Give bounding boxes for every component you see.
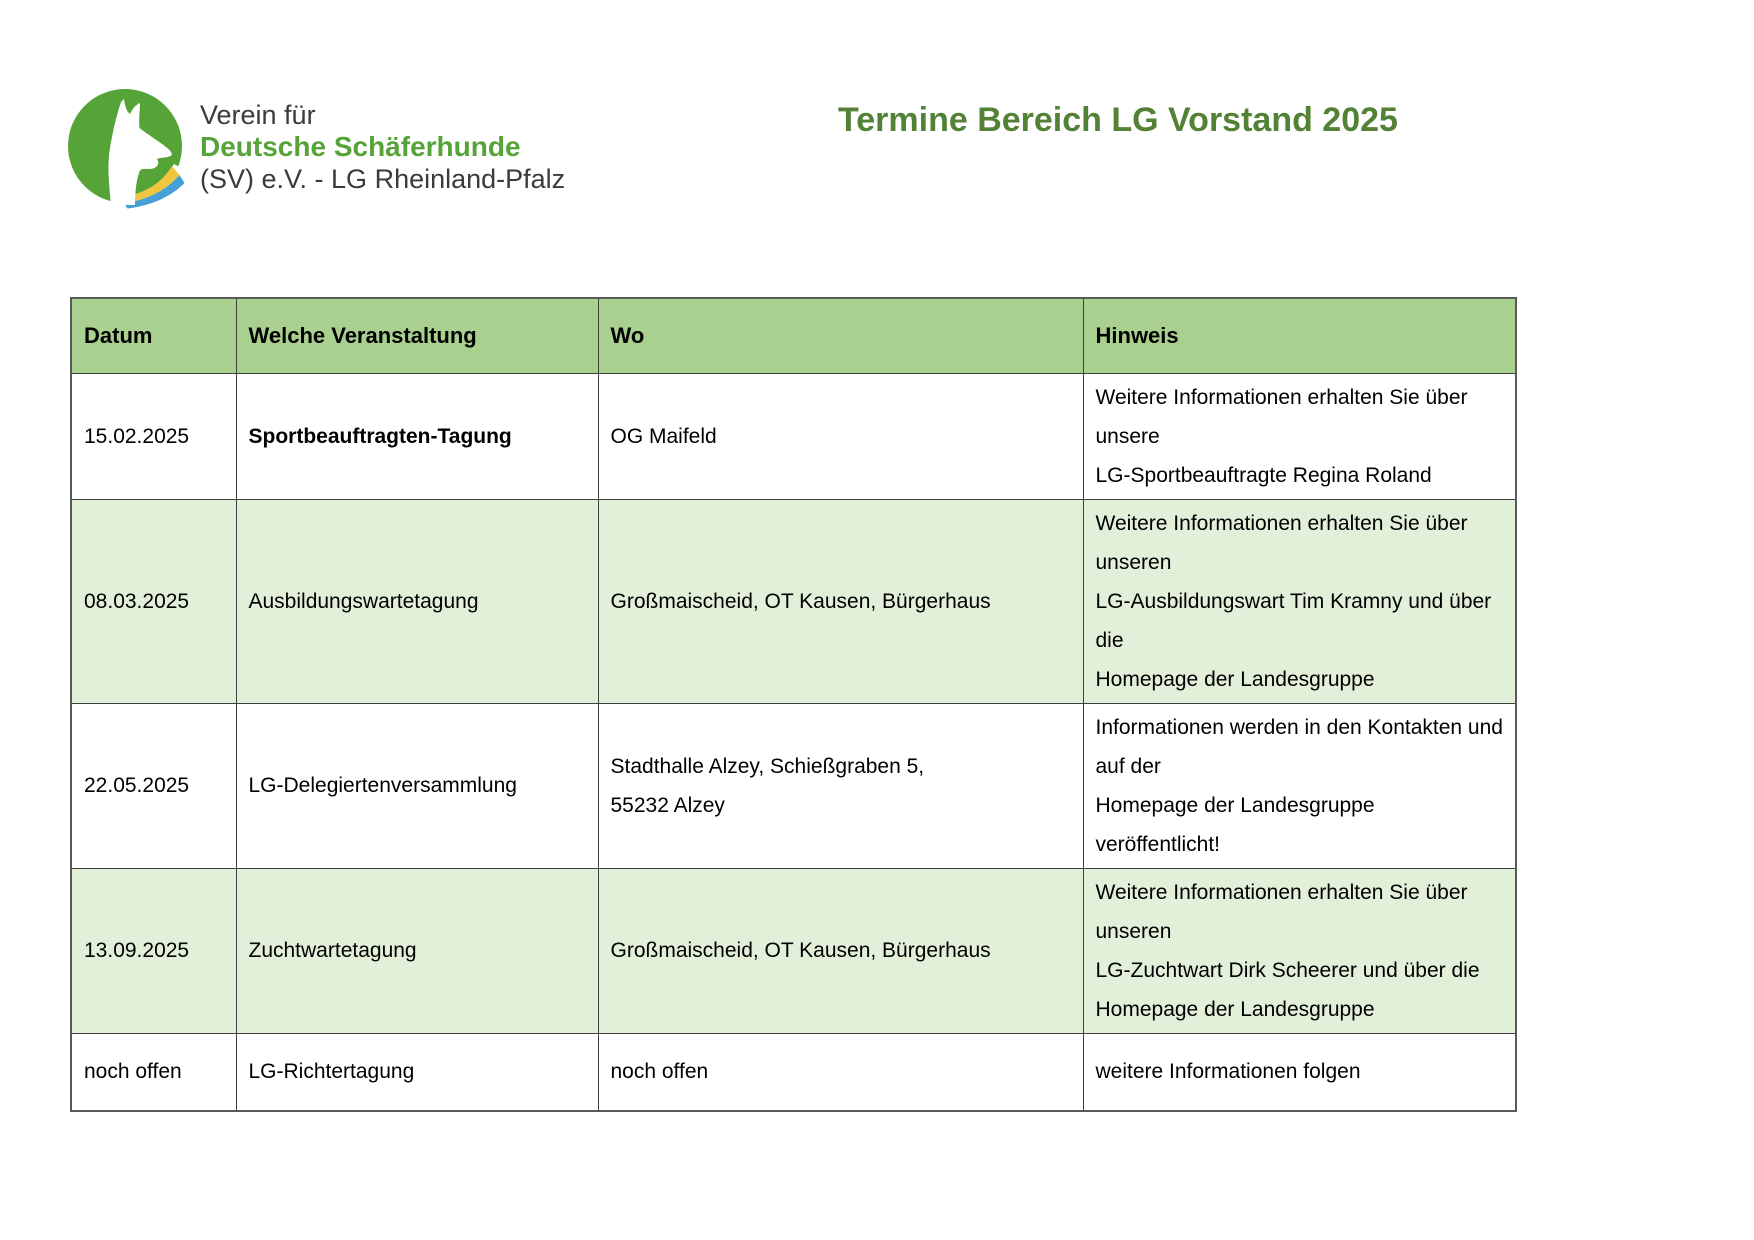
- table-row: [71, 868, 1516, 1033]
- cell-line: Sportbeauftragten-Tagung: [248, 424, 512, 448]
- cell-line: Weitere Informationen erhalten Sie über unsere: [1095, 385, 1468, 448]
- cell-line: weitere Informationen folgen: [1095, 1060, 1361, 1084]
- cell-line: Homepage der Landesgruppe: [1095, 997, 1375, 1021]
- org-name-line1: Verein für: [200, 100, 316, 130]
- cell-line: OG Maifeld: [610, 424, 717, 448]
- cell-line: LG-Richtertagung: [248, 1060, 415, 1084]
- table-row: [71, 1033, 1516, 1111]
- cell-line: Homepage der Landesgruppe veröffentlicht!: [1095, 793, 1375, 856]
- table-row: [71, 373, 1516, 499]
- cell-line: Ausbildungswartetagung: [248, 589, 479, 613]
- table-header: [71, 298, 1516, 373]
- note-cell: [1083, 499, 1516, 703]
- org-name-line2: Deutsche Schäferhunde: [200, 131, 521, 162]
- cell-line: Homepage der Landesgruppe: [1095, 667, 1375, 691]
- note-cell: [1083, 868, 1516, 1033]
- cell-line: 08.03.2025: [84, 589, 190, 613]
- location-cell: [598, 703, 1083, 868]
- note-cell: [1083, 1033, 1516, 1111]
- cell-line: 13.09.2025: [84, 939, 190, 962]
- sv-logo: [64, 86, 565, 210]
- location-cell: [598, 1033, 1083, 1111]
- cell-line: Großmaischeid, OT Kausen, Bürgerhaus: [610, 939, 991, 962]
- cell-line: Informationen werden in den Kontakten und auf der: [1095, 715, 1503, 778]
- table-row: [71, 703, 1516, 868]
- cell-line: LG-Ausbildungswart Tim Kramny und über die: [1095, 589, 1492, 652]
- location-cell: [598, 499, 1083, 703]
- note-cell: [1083, 703, 1516, 868]
- date-cell: [71, 499, 236, 703]
- event-cell: [236, 868, 598, 1033]
- cell-line: noch offen: [610, 1060, 709, 1084]
- page-title: Termine Bereich LG Vorstand 2025: [838, 101, 1398, 139]
- table-body: [71, 373, 1516, 1111]
- event-cell: [236, 373, 598, 499]
- cell-line: Großmaischeid, OT Kausen, Bürgerhaus: [610, 589, 991, 613]
- column-header-hinweis: Hinweis: [1083, 298, 1516, 373]
- date-cell: [71, 1033, 236, 1111]
- termine-table: [70, 297, 1517, 1112]
- org-name-line3: (SV) e.V. - LG Rheinland-Pfalz: [200, 164, 566, 194]
- date-cell: [71, 373, 236, 499]
- org-name: [200, 86, 565, 195]
- cell-line: 55232 Alzey: [610, 793, 725, 817]
- cell-line: LG-Zuchtwart Dirk Scheerer und über die: [1095, 958, 1480, 982]
- location-cell: [598, 373, 1083, 499]
- cell-line: 15.02.2025: [84, 424, 190, 448]
- event-cell: [236, 499, 598, 703]
- column-header-welche-veranstaltung: Welche Veranstaltung: [236, 298, 598, 373]
- column-header-wo: Wo: [598, 298, 1083, 373]
- cell-line: Zuchtwartetagung: [248, 939, 417, 962]
- event-cell: [236, 703, 598, 868]
- location-cell: [598, 868, 1083, 1033]
- cell-line: noch offen: [84, 1060, 182, 1084]
- event-cell: [236, 1033, 598, 1111]
- cell-line: LG-Sportbeauftragte Regina Roland: [1095, 463, 1432, 487]
- table-row: [71, 499, 1516, 703]
- cell-line: 22.05.2025: [84, 774, 190, 797]
- date-cell: [71, 703, 236, 868]
- date-cell: [71, 868, 236, 1033]
- cell-line: Weitere Informationen erhalten Sie über unseren: [1095, 511, 1468, 574]
- note-cell: [1083, 373, 1516, 499]
- cell-line: Weitere Informationen erhalten Sie über unseren: [1095, 880, 1468, 943]
- column-header-datum: Datum: [71, 298, 236, 373]
- table-header-row: [71, 298, 1516, 373]
- shepherd-dog-logo-icon: [64, 86, 188, 210]
- cell-line: LG-Delegiertenversammlung: [248, 774, 517, 797]
- cell-line: Stadthalle Alzey, Schießgraben 5,: [610, 754, 925, 778]
